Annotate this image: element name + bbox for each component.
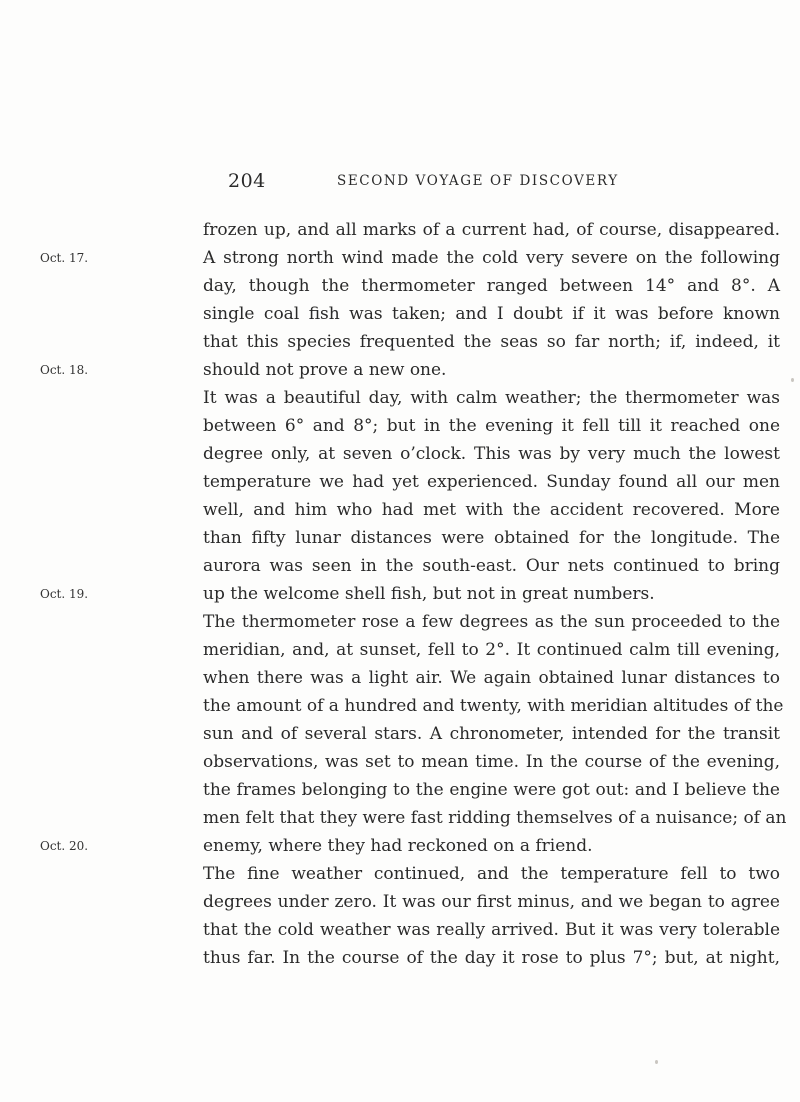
- text-line: the amount of a hundred and twenty, with meridian altitudes of the: [203, 696, 784, 716]
- text-line: The fine weather continued, and the temperature fell to two: [203, 864, 780, 884]
- scan-speck: [655, 1060, 658, 1064]
- margin-date-oct-17: Oct. 17.: [40, 251, 89, 265]
- scan-speck: [791, 378, 794, 382]
- page-number: 204: [228, 170, 266, 192]
- text-line: observations, was set to mean time. In the course of the evening,: [203, 752, 780, 772]
- text-line: up the welcome shell fish, but not in great numbers.: [203, 584, 655, 604]
- text-line: well, and him who had met with the accident recovered. More: [203, 500, 780, 520]
- text-line: A strong north wind made the cold very severe on the following: [203, 248, 780, 268]
- text-line: temperature we had yet experienced. Sunday found all our men: [203, 472, 780, 492]
- text-line: between 6° and 8°; but in the evening it fell till it reached one: [203, 416, 780, 436]
- margin-date-oct-19: Oct. 19.: [40, 587, 89, 601]
- text-line: degrees under zero. It was our first minus, and we began to agree: [203, 892, 780, 912]
- text-line: men felt that they were fast ridding themselves of a nuisance; of an: [203, 808, 787, 828]
- text-line: when there was a light air. We again obtained lunar distances to: [203, 668, 780, 688]
- text-line: sun and of several stars. A chronometer, intended for the transit: [203, 724, 780, 744]
- running-head: SECOND VOYAGE OF DISCOVERY: [337, 173, 619, 189]
- text-line: single coal fish was taken; and I doubt if it was before known: [203, 304, 780, 324]
- page-header: [228, 170, 788, 194]
- text-line: day, though the thermometer ranged between 14° and 8°. A: [203, 276, 780, 296]
- text-line: thus far. In the course of the day it rose to plus 7°; but, at night,: [203, 948, 780, 968]
- text-line: that the cold weather was really arrived. But it was very tolerable: [203, 920, 780, 940]
- text-line: aurora was seen in the south-east. Our nets continued to bring: [203, 556, 780, 576]
- text-line: The thermometer rose a few degrees as the sun proceeded to the: [203, 612, 780, 632]
- text-line: that this species frequented the seas so far north; if, indeed, it: [203, 332, 780, 352]
- text-line: should not prove a new one.: [203, 360, 447, 380]
- text-line: It was a beautiful day, with calm weather; the thermometer was: [203, 388, 780, 408]
- text-line: frozen up, and all marks of a current had, of course, disappeared.: [203, 220, 780, 240]
- margin-date-oct-20: Oct. 20.: [40, 839, 89, 853]
- margin-date-oct-18: Oct. 18.: [40, 363, 89, 377]
- text-line: enemy, where they had reckoned on a friend.: [203, 836, 593, 856]
- text-line: the frames belonging to the engine were got out: and I believe the: [203, 780, 780, 800]
- text-line: meridian, and, at sunset, fell to 2°. It continued calm till evening,: [203, 640, 780, 660]
- text-line: degree only, at seven o’clock. This was by very much the lowest: [203, 444, 780, 464]
- text-line: than fifty lunar distances were obtained for the longitude. The: [203, 528, 780, 548]
